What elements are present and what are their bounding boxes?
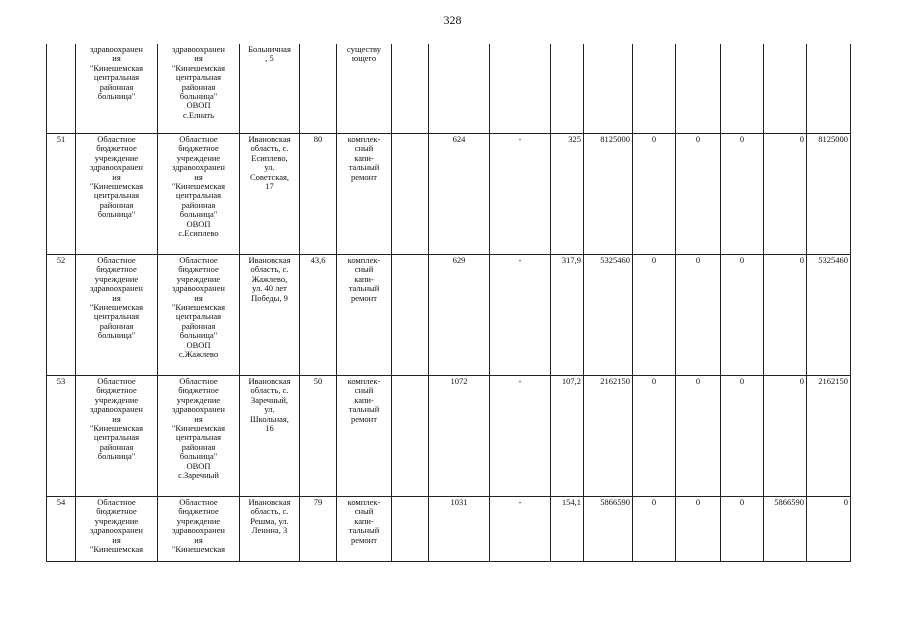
col11-cell: 0 <box>633 497 676 562</box>
col9-cell: 325 <box>551 134 584 255</box>
facility-cell: Областное бюджетное учреждение здравоохранен ия "Кинешемская центральная районная больница" ОВОП с.Жажлево <box>158 255 240 376</box>
col12-cell: 0 <box>676 376 721 497</box>
col15-cell: 8125000 <box>807 134 851 255</box>
col6-cell <box>392 255 429 376</box>
table-row <box>47 497 851 562</box>
col15-cell: 5325460 <box>807 255 851 376</box>
address-cell: Больничная , 5 <box>240 44 300 134</box>
row-number-cell: 53 <box>47 376 76 497</box>
col7-cell: 1031 <box>429 497 490 562</box>
col10-cell: 5866590 <box>584 497 633 562</box>
facility-cell: Областное бюджетное учреждение здравоохранен ия "Кинешемская <box>158 497 240 562</box>
col13-cell <box>721 44 764 134</box>
area-cell: 50 <box>300 376 337 497</box>
col14-cell <box>764 44 807 134</box>
col14-cell: 0 <box>764 134 807 255</box>
address-cell: Ивановская область, с. Решма, ул. Ленина, 3 <box>240 497 300 562</box>
table-row <box>47 255 851 376</box>
col10-cell: 2162150 <box>584 376 633 497</box>
col11-cell: 0 <box>633 255 676 376</box>
row-number-cell: 52 <box>47 255 76 376</box>
row-number-cell: 51 <box>47 134 76 255</box>
col11-cell: 0 <box>633 376 676 497</box>
col9-cell: 317,9 <box>551 255 584 376</box>
area-cell: 79 <box>300 497 337 562</box>
col12-cell: 0 <box>676 497 721 562</box>
col8-cell: - <box>490 255 551 376</box>
col13-cell: 0 <box>721 497 764 562</box>
col14-cell: 5866590 <box>764 497 807 562</box>
row-number-cell <box>47 44 76 134</box>
col11-cell <box>633 44 676 134</box>
data-table <box>46 44 851 562</box>
area-cell: 43,6 <box>300 255 337 376</box>
facility-cell: Областное бюджетное учреждение здравоохранен ия "Кинешемская центральная районная больница" ОВОП с.Заречный <box>158 376 240 497</box>
address-cell: Ивановская область, с. Жажлево, ул. 40 лет Победы, 9 <box>240 255 300 376</box>
col9-cell: 107,2 <box>551 376 584 497</box>
col13-cell: 0 <box>721 255 764 376</box>
area-cell: 80 <box>300 134 337 255</box>
col15-cell <box>807 44 851 134</box>
col6-cell <box>392 497 429 562</box>
col7-cell: 1072 <box>429 376 490 497</box>
col11-cell: 0 <box>633 134 676 255</box>
table-row <box>47 134 851 255</box>
work-type-cell: комплек- сный капи- тальный ремонт <box>337 376 392 497</box>
area-cell <box>300 44 337 134</box>
col6-cell <box>392 134 429 255</box>
col8-cell: - <box>490 134 551 255</box>
col7-cell: 629 <box>429 255 490 376</box>
work-type-cell: комплек- сный капи- тальный ремонт <box>337 497 392 562</box>
col13-cell: 0 <box>721 134 764 255</box>
col6-cell <box>392 376 429 497</box>
institution-cell: Областное бюджетное учреждение здравоохранен ия "Кинешемская <box>76 497 158 562</box>
col9-cell: 154,1 <box>551 497 584 562</box>
col8-cell <box>490 44 551 134</box>
col15-cell: 2162150 <box>807 376 851 497</box>
facility-cell: здравоохранен ия "Кинешемская центральная районная больница" ОВОП с.Елнать <box>158 44 240 134</box>
col12-cell: 0 <box>676 134 721 255</box>
col10-cell <box>584 44 633 134</box>
institution-cell: Областное бюджетное учреждение здравоохранен ия "Кинешемская центральная районная больница" <box>76 255 158 376</box>
page-number: 328 <box>443 13 462 27</box>
facility-cell: Областное бюджетное учреждение здравоохранен ия "Кинешемская центральная районная больница" ОВОП с.Есиплево <box>158 134 240 255</box>
work-type-cell: комплек- сный капи- тальный ремонт <box>337 255 392 376</box>
table-row <box>47 376 851 497</box>
row-number-cell: 54 <box>47 497 76 562</box>
col7-cell <box>429 44 490 134</box>
col6-cell <box>392 44 429 134</box>
institution-cell: Областное бюджетное учреждение здравоохранен ия "Кинешемская центральная районная больница" <box>76 134 158 255</box>
col14-cell: 0 <box>764 376 807 497</box>
col14-cell: 0 <box>764 255 807 376</box>
col9-cell <box>551 44 584 134</box>
address-cell: Ивановская область, с. Есиплево, ул. Советская, 17 <box>240 134 300 255</box>
col15-cell: 0 <box>807 497 851 562</box>
col7-cell: 624 <box>429 134 490 255</box>
work-type-cell: комплек- сный капи- тальный ремонт <box>337 134 392 255</box>
col8-cell: - <box>490 497 551 562</box>
institution-cell: Областное бюджетное учреждение здравоохранен ия "Кинешемская центральная районная больница" <box>76 376 158 497</box>
col12-cell: 0 <box>676 255 721 376</box>
address-cell: Ивановская область, с. Заречный, ул. Школьная, 16 <box>240 376 300 497</box>
work-type-cell: существу ющего <box>337 44 392 134</box>
institution-cell: здравоохранен ия "Кинешемская центральная районная больница" <box>76 44 158 134</box>
col10-cell: 5325460 <box>584 255 633 376</box>
col12-cell <box>676 44 721 134</box>
col13-cell: 0 <box>721 376 764 497</box>
col8-cell: - <box>490 376 551 497</box>
table-row <box>47 44 851 134</box>
col10-cell: 8125000 <box>584 134 633 255</box>
